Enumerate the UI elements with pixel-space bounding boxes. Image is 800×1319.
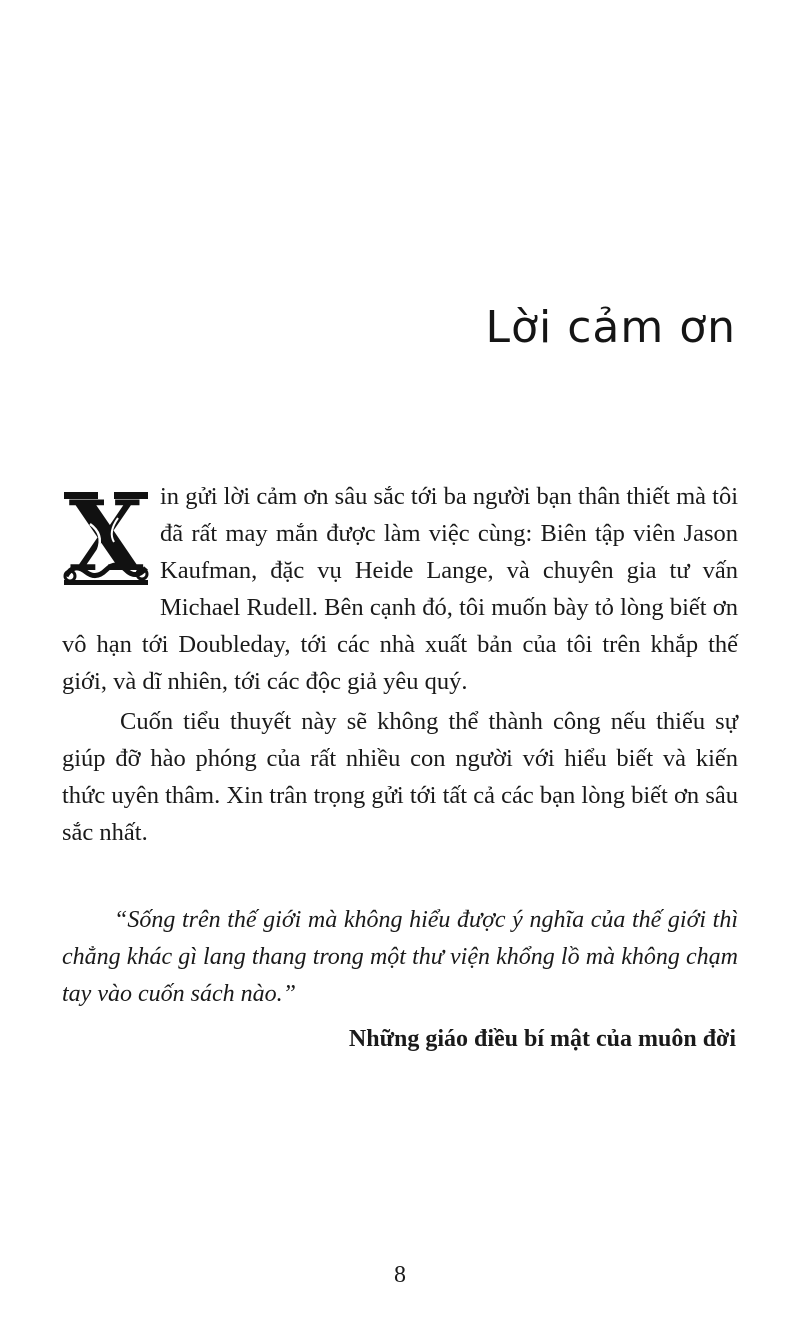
ornamental-dropcap bbox=[60, 484, 152, 590]
page-number: 8 bbox=[394, 1262, 406, 1288]
epigraph-quote: “Sống trên thế giới mà không hiểu được ý nghĩa của thế giới thì chẳng khác gì lang thang trong một thư viện khổng lồ mà không chạm tay vào cuốn sách nào.” bbox=[62, 907, 738, 1007]
dropcap-letter: X bbox=[68, 484, 144, 590]
paragraph-2: Cuốn tiểu thuyết này sẽ không thể thành công nếu thiếu sự giúp đỡ hào phóng của rất nhiều con người với hiểu biết và kiến thức uyên thâm. Xin trân trọng gửi tới tất cả các bạn lòng biết ơn sâu sắc nhất. bbox=[62, 708, 738, 846]
paragraph-1-text: in gửi lời cảm ơn sâu sắc tới ba người bạn thân thiết mà tôi đã rất may mắn được làm việc cùng: Biên tập viên Jason Kaufman, đặc vụ Heide Lange, và chuyên gia tư vấn Michael Rudell. Bên cạnh đó, tôi muốn bày tỏ lòng biết ơn vô hạn tới Doubleday, tới các nhà xuất bản của tôi trên khắp thế giới, và dĩ nhiên, tới các độc giả yêu quý. bbox=[62, 483, 738, 695]
quote-attribution: Những giáo điều bí mật của muôn đời bbox=[348, 1026, 736, 1052]
paragraph-1 bbox=[62, 478, 738, 700]
page-title: Lời cảm ơn bbox=[485, 302, 736, 353]
